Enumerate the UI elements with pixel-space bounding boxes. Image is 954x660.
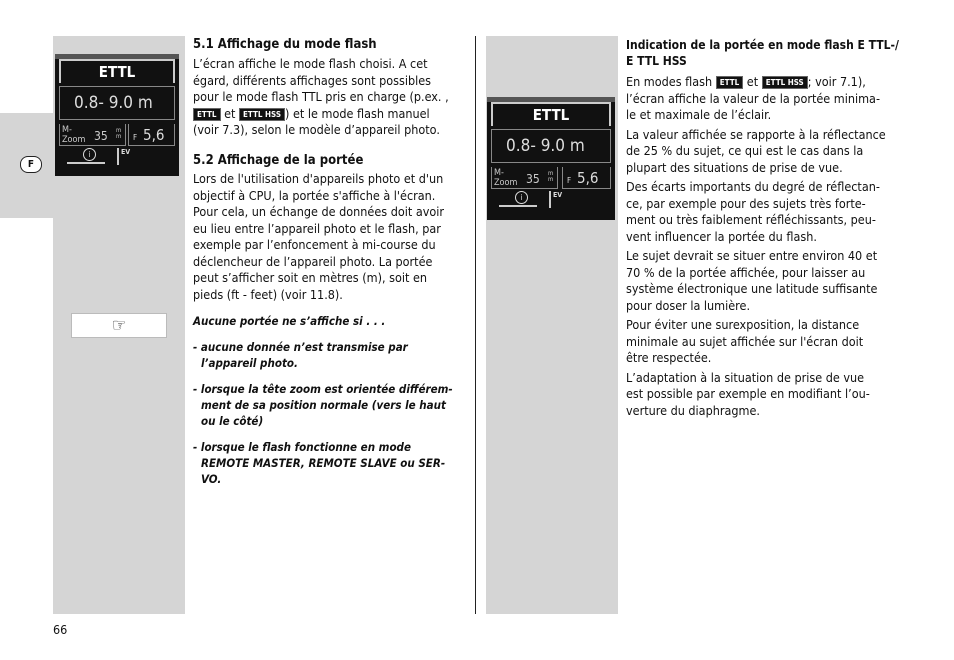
page-number: 66: [53, 622, 68, 637]
info-icon: i: [83, 148, 96, 161]
section-5-2-text: Lors de l'utilisation d'appareils photo et d'un objectif à CPU, la portée s'affiche à l'écran. Pour cela, un échange de données doit avoir eu lieu entre l’appareil photo et le flash, par exemple par l’enfoncement à mi-course du déclencheur de l’appareil photo. La portée peut s’afficher soit en mètres (m), soit en pieds (ft - feet) (voir 11.8).: [193, 171, 444, 302]
language-badge: F: [20, 156, 42, 173]
display-zoom: M- Zoom 35 m m: [59, 124, 126, 146]
ettl-hss-tag: ETTL HSS: [239, 108, 285, 121]
display-range: 0.8- 9.0 m: [59, 86, 175, 120]
section-5-1-text: L’écran affiche le mode flash choisi. A cet égard, différents affichages sont possibles pour le mode flash TTL pris en charge (p.ex. , ETTL et ETTL HSS ) et le mode flash manuel (voir 7.3), selon le modèle d’appareil photo.: [193, 56, 449, 137]
display-zoom: M- Zoom 35 m m: [491, 167, 558, 189]
ettl-tag: ETTL: [193, 108, 221, 121]
display-mode: ETTL: [491, 102, 611, 126]
ettl-hss-tag: ETTL HSS: [762, 76, 808, 89]
flash-display-illustration-2: [487, 97, 615, 220]
note-block: Aucune portée ne s’affiche si . . . - aucune donnée n’est transmise par l’appareil photo. - lorsque la tête zoom est orientée différem- ment de sa position normale (vers le haut ou le côté) - lorsque le flash fonctionne en mode REMOTE MASTER, REMOTE SLAVE ou SER- VO.: [193, 314, 453, 486]
right-heading: Indication de la portée en mode flash E TTL-/ E TTL HSS: [626, 38, 899, 68]
section-title-5-2: 5.2 Affichage de la portée: [193, 153, 364, 168]
flash-display-illustration: [55, 54, 179, 176]
ev-label: EV: [121, 148, 131, 156]
ev-label: EV: [553, 191, 563, 199]
right-text: En modes flash ETTL et ETTL HSS ; voir 7.1), l’écran affiche la valeur de la portée minima- le et maximale de l’éclair. La valeur affichée se rapporte à la réflectance de 25 % du sujet, ce qui est le cas dans la plupart des situations de prise de vue. Des écarts importants du degré de réflectan- ce, par exemple pour des sujets très forte- ment ou très faiblement réfléchissants, peu- vent influencer la portée du flash. Le sujet devrait se situer entre environ 40 et 70 % de la portée affichée, pour laisser au système électronique une latitude suffisante pour doser la lumière. Pour éviter une surexposition, la distance minimale au sujet affichée sur l'écran doit être respectée. L’adaptation à la situation de prise de vue est possible par exemple en modifiant l’ou- verture du diaphragme.: [626, 74, 886, 418]
display-aperture: F 5,6: [562, 167, 611, 189]
info-icon: i: [515, 191, 528, 204]
pointing-hand-icon: ☞: [71, 313, 167, 338]
display-mode: ETTL: [59, 59, 175, 83]
ettl-tag: ETTL: [716, 76, 744, 89]
column-divider: [475, 36, 476, 614]
display-range: 0.8- 9.0 m: [491, 129, 611, 163]
section-title-5-1: 5.1 Affichage du mode flash: [193, 37, 377, 52]
display-aperture: F 5,6: [128, 124, 175, 146]
